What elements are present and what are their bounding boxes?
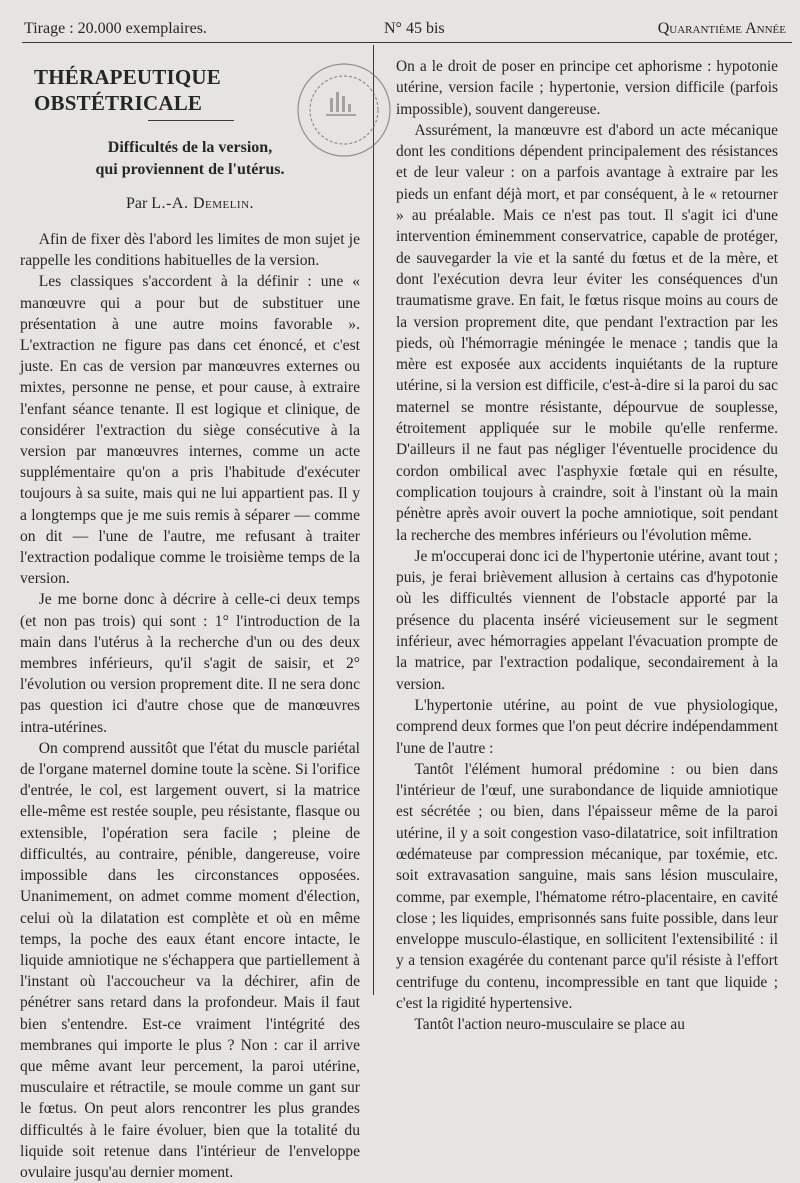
author-name: L.-A. Demelin.: [151, 195, 255, 212]
paragraph: Les classiques s'accordent à la définir : une « manœuvre qui a pour but de substituer une présentation à une autre moins favorable ». L'extraction ne figure pas dans cet énoncé, et c'est juste. En cas de version par manœuvres externes ou mixtes, personne ne pense, et pour cause, à extraire l'enfant séance tenante. Il est logique et clinique, de considérer l'extraction du siège consécutive à la version par manœuvres internes, comme un acte supplémentaire qu'on a pris l'habitude d'exécuter toujours à sa suite, mais qui ne lui appartient pas. Il y a longtemps que je me suis remis à séparer — comme on dit — l'une de l'autre, me refusant à traiter l'extraction podalique comme le troisième temps de la version.: [20, 273, 360, 588]
column-divider: [373, 45, 374, 995]
paragraph: On a le droit de poser en principe cet aphorisme : hypotonie utérine, version facile ; hypertonie, version difficile (parfois impossible), souvent dangereuse.: [396, 58, 778, 118]
left-column: [20, 52, 360, 1183]
section-title: THÉRAPEUTIQUE OBSTÉTRICALE: [34, 65, 221, 115]
print-run: Tirage : 20.000 exemplaires.: [24, 20, 207, 37]
paragraph: Tantôt l'élément humoral prédomine : ou bien dans l'intérieur de l'œuf, une surabondance de liquide amniotique est sécrétée ; ou bien, dans l'épaisseur même de la paroi utérine, il y a soit congestion vaso-dilatatrice, soit infiltration œdémateuse par compression mécanique, par toxémie, etc. soit extravasation sanguine, mais sans lésion musculaire, comme, par exemple, l'hématome rétro-placentaire, en cavité close ; les liquides, emprisonnés sans fuite possible, dans leur enveloppe musculo-élastique, en sollicitent l'extensibilité : il y a tension exagérée du contenant parce qu'il résiste à l'effort centrifuge du contenu, incompressible en tant que liquide ; c'est la rigidité hypertensive.: [396, 760, 778, 1013]
paragraph: On comprend aussitôt que l'état du muscle pariétal de l'organe maternel domine toute la scène. Si l'orifice d'entrée, le col, est largement ouvert, si la matrice elle-même est restée souple, peu résistante, flasque ou extensible, l'opération sera facile ; pleine de difficultés, au contraire, pénible, dangereuse, voire impossible dans les circonstances opposées. Unanimement, on admet comme moment d'élection, celui où la dilatation est complète et où en même temps, la poche des eaux étant encore intacte, le liquide amniotique ne s'échappera que partiellement à l'instant où l'accoucheur va la déchirer, afin de pénétrer sans retard dans la profondeur. Mais il faut bien s'entendre. Est-ce vraiment l'intégrité des membranes qui importe le plus ? Non : car il arrive que même avant leur percement, la paroi utérine, musculaire et rétractile, se moule comme un gant sur le fœtus. On peut alors rencontrer les plus grandes difficultés à le faire évoluer, bien que la totalité du liquide soit retenue dans l'intérieur de l'enveloppe ovulaire jusqu'au dernier moment.: [20, 739, 360, 1181]
article-author: [20, 193, 360, 215]
article-title-line1: Difficultés de la version,: [107, 139, 273, 156]
author-prefix: Par: [125, 195, 152, 212]
paragraph: Je me borne donc à décrire à celle-ci deux temps (et non pas trois) qui sont : 1° l'introduction de la main dans l'utérus à la recherche d'un ou des deux membres inférieurs, qu'il s'agit de saisir, et 2° l'évolution ou version proprement dite. Il ne sera donc pas question ici d'autre chose que de manœuvres intra-utérines.: [20, 591, 360, 736]
header-rule: [22, 42, 792, 43]
right-column: [396, 56, 778, 1036]
paragraph: Je m'occuperai donc ici de l'hypertonie utérine, avant tout ; puis, je ferai brièvement allusion à certains cas d'hypotonie où les difficultés viennent de l'obstacle apporté par la présence du placenta inséré vicieusement sur le segment inférieur, avec hémorragies appelant l'évacuation prompte de la matrice, par l'extraction podalique, secondairement à la version.: [396, 547, 778, 693]
paragraph: Tantôt l'action neuro-musculaire se place au: [414, 1016, 685, 1034]
paragraph: L'hypertonie utérine, au point de vue physiologique, comprend deux formes que l'on peut décrire indépendamment l'une de l'autre :: [396, 696, 778, 757]
page-header: [24, 18, 786, 40]
paragraph: Afin de fixer dès l'abord les limites de mon sujet je rappelle les conditions habituelles de la version.: [20, 231, 360, 270]
article-title: [20, 137, 360, 181]
title-rule: [148, 120, 234, 121]
issue-number: N° 45 bis: [384, 20, 445, 37]
volume-year: Quarantième Année: [657, 20, 786, 37]
paragraph: Assurément, la manœuvre est d'abord un acte mécanique dont les conditions dépendent principalement des résistances et de leur valeur : on a parfois avantage à extraire par les pieds un enfant déjà mort, et par conséquent, à le « retourner » au préalable. Mais ce n'est pas tout. Il s'agit ici d'une intervention éminemment conservatrice, capable de protéger, de sauvegarder la vie et la santé du fœtus et de la mère, et dont l'exécution devra leur éviter les conséquences d'un traumatisme grave. En fait, le fœtus risque moins au cours de la version proprement dite, que pendant l'extraction par les pieds, où l'hémorragie méningée le menace ; tandis que la mère est exposée aux accidents inquiétants de la rupture utérine, si la version est difficile, c'est-à-dire si la paroi du sac maternel se montre résistante, dépourvue de souplesse, étroitement appliquée sur le mobile qu'elle renferme. D'ailleurs il ne faut pas négliger l'éventuelle procidence du cordon ombilical avec l'asphyxie fœtale qui en résulte, complication toujours à craindre, soit à l'instant où la main pénètre après avoir ouvert la poche amniotique, soit pendant la recherche des membres inférieurs ou l'évolution même.: [396, 121, 778, 544]
article-title-line2: qui proviennent de l'utérus.: [95, 161, 285, 178]
